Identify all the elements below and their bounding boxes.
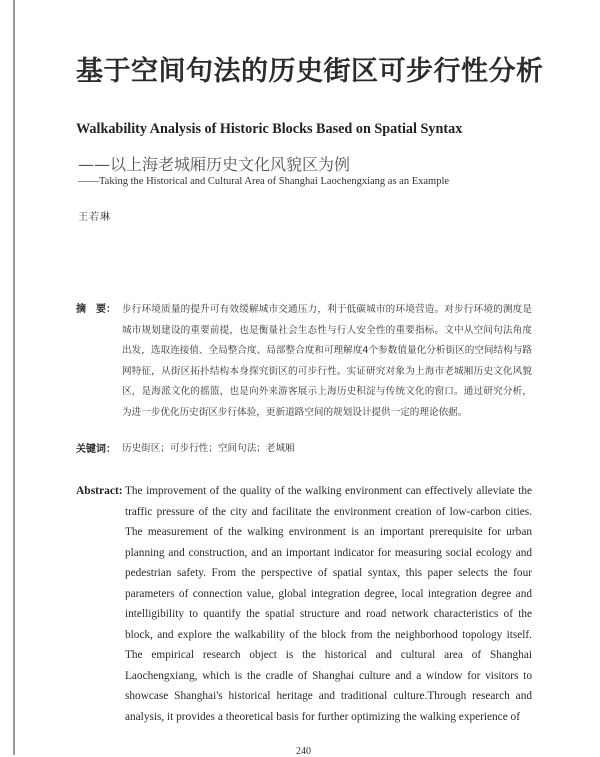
article-title-chinese: 基于空间句法的历史街区可步行性分析	[76, 56, 544, 87]
author-name: 王若琳	[78, 212, 111, 223]
keywords-label: 关键词：	[76, 444, 116, 455]
page-margin-rule	[13, 0, 15, 755]
abstract-chinese-label: 摘 要：	[76, 304, 116, 315]
article-subtitle-english: ——Taking the Historical and Cultural Area of Shanghai Laochengxiang as an Example	[78, 176, 450, 187]
keywords-text: 历史街区；可步行性；空间句法；老城厢	[122, 443, 295, 454]
article-title-english: Walkability Analysis of Historic Blocks Based on Spatial Syntax	[76, 121, 463, 137]
abstract-english-text: The improvement of the quality of the walking environment can effectively alleviate the traffic pressure of the city and facilitate the environment creation of low-carbon cities. The measurement of the walking environment is an important prerequisite for urban planning and construction, and an important indicator for measuring social ecology and pedestrian safety. From the perspective of spatial syntax, this paper selects the four parameters of connection value, global integration degree, local integration degree and intelligibility to quantify the spatial structure and road network characteristics of the block, and explore the walkability of the block from the neighborhood topology itself. The empirical research object is the historical and cultural area of Shanghai Laochengxiang, which is the cradle of Shanghai culture and a window for visitors to showcase Shanghai's historical heritage and traditional culture.Through research and analysis, it provides a theoretical basis for further optimizing the walking experience of	[125, 485, 532, 723]
abstract-chinese-text: 步行环境质量的提升可有效缓解城市交通压力，利于低碳城市的环境营造。对步行环境的测度是城市规划建设的重要前提，也是衡量社会生态性与行人安全性的重要指标。文中从空间句法角度出发，选取连接值、全局整合度、局部整合度和可理解度4个参数值量化分析街区的空间结构与路网特征，从街区拓扑结构本身探究街区的可步行性。实证研究对象为上海市老城厢历史文化风貌区，是海派文化的摇篮，也是向外来游客展示上海历史积淀与传统文化的窗口。通过研究分析，为进一步优化历史街区步行体验，更新道路空间的规划设计提供一定的理论依据。	[122, 304, 532, 418]
abstract-english-label: Abstract:	[76, 485, 123, 497]
article-subtitle-chinese: ——以上海老城厢历史文化风貌区为例	[78, 155, 351, 174]
page-number: 240	[296, 746, 311, 757]
